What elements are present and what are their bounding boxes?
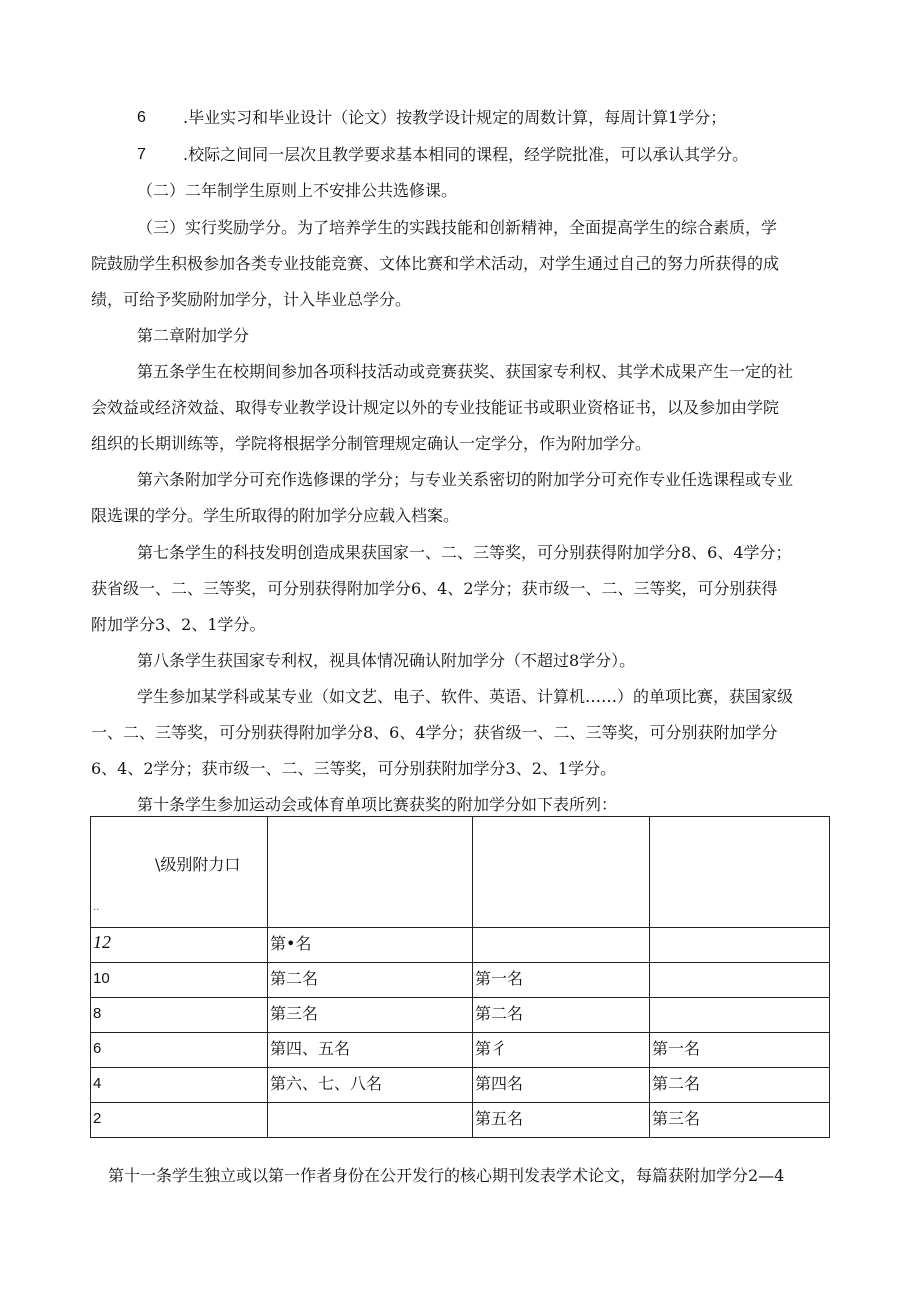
rank-text: 第二名 xyxy=(270,969,319,988)
article-5-line-3: 组织的长期训练等，学院将根据学分制管理规定确认一定学分，作为附加学分。 xyxy=(91,434,652,453)
table-header-cell xyxy=(473,817,650,928)
table-cell xyxy=(473,1068,650,1103)
article-6-line-1: 第六条附加学分可充作选修课的学分；与专业关系密切的附加学分可充作专业任选课程或专业 xyxy=(137,470,794,489)
table-row xyxy=(91,963,830,998)
table-row xyxy=(91,998,830,1033)
article-9-line-2: 一、二、三等奖，可分别获得附加学分8、6、4学分；获省级一、二、三等奖，可分别获附加学分 xyxy=(91,723,778,742)
table-cell xyxy=(268,1103,473,1138)
rank-text: 第彳 xyxy=(475,1039,508,1058)
rank-text: 第六、七、八名 xyxy=(270,1074,383,1093)
item-7-number: 7 xyxy=(137,146,146,163)
paragraph-reward-credits-line-3: 绩，可给予奖励附加学分，计入毕业总学分。 xyxy=(91,290,412,309)
article-7-line-1: 第七条学生的科技发明创造成果获国家一、二、三等奖，可分别获得附加学分8、6、4学分； xyxy=(137,543,792,562)
table-header-cell xyxy=(268,817,473,928)
rank-text xyxy=(652,963,827,969)
table-row xyxy=(91,1068,830,1103)
table-header-row xyxy=(91,817,830,928)
article-8: 第八条学生获国家专利权，视具体情况确认附加学分（不超过8学分）。 xyxy=(137,651,636,670)
rank-text: 第二名 xyxy=(652,1074,701,1093)
table-cell xyxy=(268,963,473,998)
rank-text: 第•名 xyxy=(270,934,312,953)
paragraph-two-year-students: （二）二年制学生原则上不安排公共选修课。 xyxy=(137,181,458,200)
rank-text: 第五名 xyxy=(475,1109,524,1128)
sports-award-credit-table xyxy=(90,816,830,1138)
table-cell xyxy=(473,1033,650,1068)
article-9-line-1: 学生参加某学科或某专业（如文艺、电子、软件、英语、计算机……）的单项比赛，获国家级 xyxy=(137,687,794,706)
chapter-2-heading: 第二章附加学分 xyxy=(137,326,250,345)
credit-value: 10 xyxy=(93,970,110,987)
item-6-text: .毕业实习和毕业设计（论文）按教学设计规定的周数计算，每周计算1学分； xyxy=(183,108,727,127)
rank-text xyxy=(652,928,827,934)
article-10: 第十条学生参加运动会或体育单项比赛获奖的附加学分如下表所列： xyxy=(137,795,618,814)
table-cell xyxy=(268,1068,473,1103)
table-cell-credit xyxy=(91,928,268,963)
table-cell xyxy=(650,1068,830,1103)
table-row xyxy=(91,1103,830,1138)
table-cell xyxy=(268,998,473,1033)
table-cell-credit xyxy=(91,1103,268,1138)
rank-text xyxy=(270,1103,470,1109)
article-7-line-2: 获省级一、二、三等奖，可分别获得附加学分6、4、2学分；获市级一、二、三等奖，可分别获得 xyxy=(91,579,778,598)
rank-text: 第一名 xyxy=(475,969,524,988)
article-9-line-3: 6、4、2学分；获市级一、二、三等奖，可分别获附加学分3、2、1学分。 xyxy=(91,759,617,778)
rank-text: 第三名 xyxy=(270,1004,319,1023)
table-cell xyxy=(268,1033,473,1068)
credit-value: 4 xyxy=(93,1075,102,1092)
paragraph-reward-credits-line-1: （三）实行奖励学分。为了培养学生的实践技能和创新精神，全面提高学生的综合素质，学 xyxy=(137,218,778,237)
table-row xyxy=(91,1033,830,1068)
rank-text xyxy=(475,928,647,934)
table-cell-credit xyxy=(91,963,268,998)
credit-value: 8 xyxy=(93,1005,102,1022)
table-cell xyxy=(473,963,650,998)
rank-text xyxy=(652,998,827,1004)
rank-text: 第二名 xyxy=(475,1004,524,1023)
table-row xyxy=(91,928,830,963)
item-7-text: .校际之间同一层次且教学要求基本相同的课程，经学院批准，可以承认其学分。 xyxy=(183,145,749,164)
item-6-number: 6 xyxy=(137,109,146,126)
credit-value: 12 xyxy=(93,932,111,952)
rank-text: 第四、五名 xyxy=(270,1039,351,1058)
rank-text: 第一名 xyxy=(652,1039,701,1058)
table-cell xyxy=(650,928,830,963)
article-7-line-3: 附加学分3、2、1学分。 xyxy=(91,615,266,634)
table-cell xyxy=(268,928,473,963)
table-cell-credit xyxy=(91,998,268,1033)
table-cell xyxy=(473,928,650,963)
table-cell xyxy=(650,1103,830,1138)
rank-text: 第四名 xyxy=(475,1074,524,1093)
table-header-dots: .. xyxy=(93,902,100,913)
credit-value: 2 xyxy=(93,1110,102,1127)
table-cell-credit xyxy=(91,1033,268,1068)
article-5-line-2: 会效益或经济效益、取得专业教学设计规定以外的专业技能证书或职业资格证书，以及参加由学院 xyxy=(91,398,780,417)
table-cell xyxy=(473,998,650,1033)
table-cell xyxy=(650,1033,830,1068)
table-cell xyxy=(650,998,830,1033)
table-cell-credit xyxy=(91,1068,268,1103)
article-11: 第十一条学生独立或以第一作者身份在公开发行的核心期刊发表学术论文，每篇获附加学分2—4 xyxy=(108,1166,785,1185)
table-header-label-cell xyxy=(91,817,268,928)
rank-text: 第三名 xyxy=(652,1109,701,1128)
article-5-line-1: 第五条学生在校期间参加各项科技活动或竞赛获奖、获国家专利权、其学术成果产生一定的社 xyxy=(137,362,794,381)
credit-value: 6 xyxy=(93,1040,102,1057)
table-cell xyxy=(473,1103,650,1138)
article-6-line-2: 限选课的学分。学生所取得的附加学分应载入档案。 xyxy=(91,506,460,525)
table-cell xyxy=(650,963,830,998)
paragraph-reward-credits-line-2: 院鼓励学生积极参加各类专业技能竞赛、文体比赛和学术活动，对学生通过自己的努力所获得的成 xyxy=(91,254,780,273)
table-header-label: \级别附力口 xyxy=(155,855,241,874)
table-header-cell xyxy=(650,817,830,928)
